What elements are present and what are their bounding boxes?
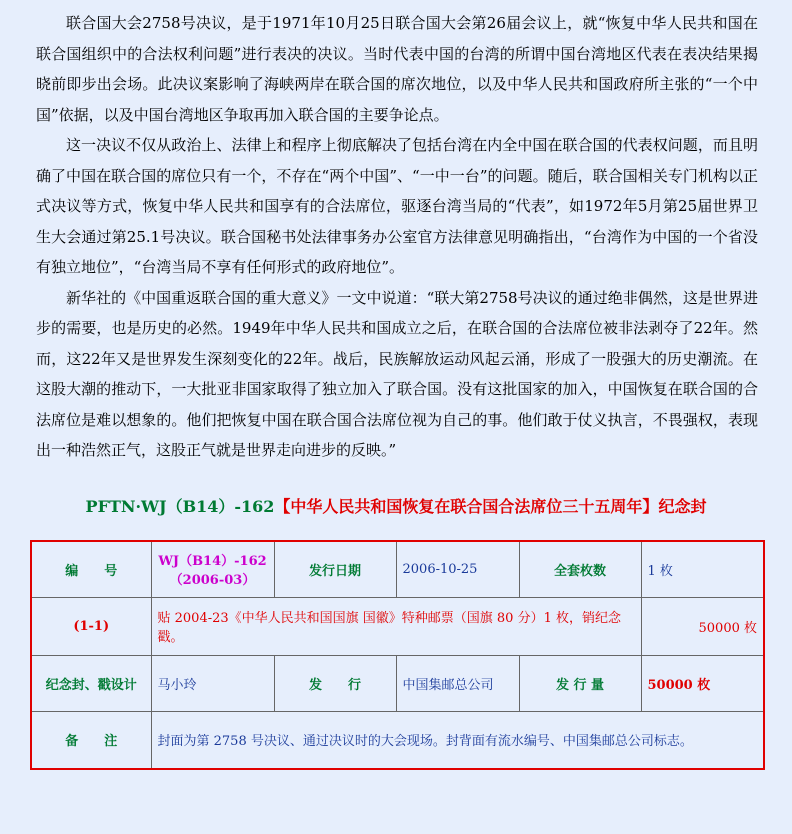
label-set-count: 全套枚数 bbox=[519, 541, 641, 597]
table-row bbox=[31, 711, 764, 769]
cover-code: PFTN·WJ（B14）-162 bbox=[85, 497, 275, 516]
table-row bbox=[31, 655, 764, 711]
label-item: (1-1) bbox=[31, 597, 151, 655]
table-row bbox=[31, 541, 764, 597]
value-designer: 马小玲 bbox=[151, 655, 274, 711]
value-number bbox=[151, 541, 274, 597]
article-paragraph: 这一决议不仅从政治上、法律上和程序上彻底解决了包括台湾在内全中国在联合国的代表权问题，而且明确了中国在联合国的席位只有一个，不存在“两个中国”、“一中一台”的问题。随后，联合国相关专门机构以正式决议等方式，恢复中华人民共和国享有的合法席位，驱逐台湾当局的“代表”，如1972年5月第25届世界卫生大会通过第25.1号决议。联合国秘书处法律事务办公室官方法律意见明确指出，“台湾作为中国的一个省没有独立地位”，“台湾当局不享有任何形式的政府地位”。 bbox=[36, 136, 758, 276]
value-volume: 50000 枚 bbox=[641, 655, 764, 711]
cover-name: 【中华人民共和国恢复在联合国合法席位三十五周年】 bbox=[274, 497, 659, 516]
value-issuer: 中国集邮总公司 bbox=[396, 655, 519, 711]
label-remarks: 备 注 bbox=[31, 711, 151, 769]
label-issuer: 发 行 bbox=[274, 655, 396, 711]
value-quantity: 50000 枚 bbox=[641, 597, 764, 655]
value-issue-date: 2006-10-25 bbox=[396, 541, 519, 597]
table-row bbox=[31, 597, 764, 655]
cover-suffix: 纪念封 bbox=[658, 497, 707, 516]
label-number: 编 号 bbox=[31, 541, 151, 597]
number-line: WJ（B14）-162 bbox=[158, 554, 267, 570]
cover-title bbox=[30, 494, 762, 520]
info-table bbox=[30, 540, 765, 770]
value-set-count: 1 枚 bbox=[641, 541, 764, 597]
article-paragraph: 新华社的《中国重返联合国的重大意义》一文中说道：“联大第2758号决议的通过绝非偶然，这是世界进步的需要，也是历史的必然。1949年中华人民共和国成立之后，在联合国的合法席位被非法剥夺了22年。然而，这22年又是世界发生深刻变化的22年。战后，民族解放运动风起云涌，形成了一股强大的历史潮流。在这股大潮的推动下，一大批亚非国家取得了独立加入了联合国。没有这批国家的加入，中国恢复在联合国的合法席位是难以想象的。他们把恢复中国在联合国合法席位视为自己的事。他们敢于仗义执言，不畏强权，表现出一种浩然正气，这股正气就是世界走向进步的反映。” bbox=[36, 288, 758, 459]
article bbox=[36, 8, 758, 466]
label-volume: 发 行 量 bbox=[519, 655, 641, 711]
label-designer: 纪念封、戳设计 bbox=[31, 655, 151, 711]
article-paragraph: 联合国大会2758号决议，是于1971年10月25日联合国大会第26届会议上，就“恢复中华人民共和国在联合国组织中的合法权利问题”进行表决的决议。当时代表中国的台湾的所谓中国台湾地区代表在表决结果揭晓前即步出会场。此决议案影响了海峡两岸在联合国的席次地位，以及中华人民共和国政府所主张的“一个中国”依据，以及中国台湾地区争取再加入联合国的主要争论点。 bbox=[36, 14, 758, 124]
value-remarks: 封面为第 2758 号决议、通过决议时的大会现场。封背面有流水编号、中国集邮总公司标志。 bbox=[151, 711, 764, 769]
number-line: （2006-03） bbox=[169, 573, 256, 589]
label-issue-date: 发行日期 bbox=[274, 541, 396, 597]
value-description: 贴 2004-23《中华人民共和国国旗 国徽》特种邮票（国旗 80 分）1 枚，销纪念戳。 bbox=[151, 597, 641, 655]
